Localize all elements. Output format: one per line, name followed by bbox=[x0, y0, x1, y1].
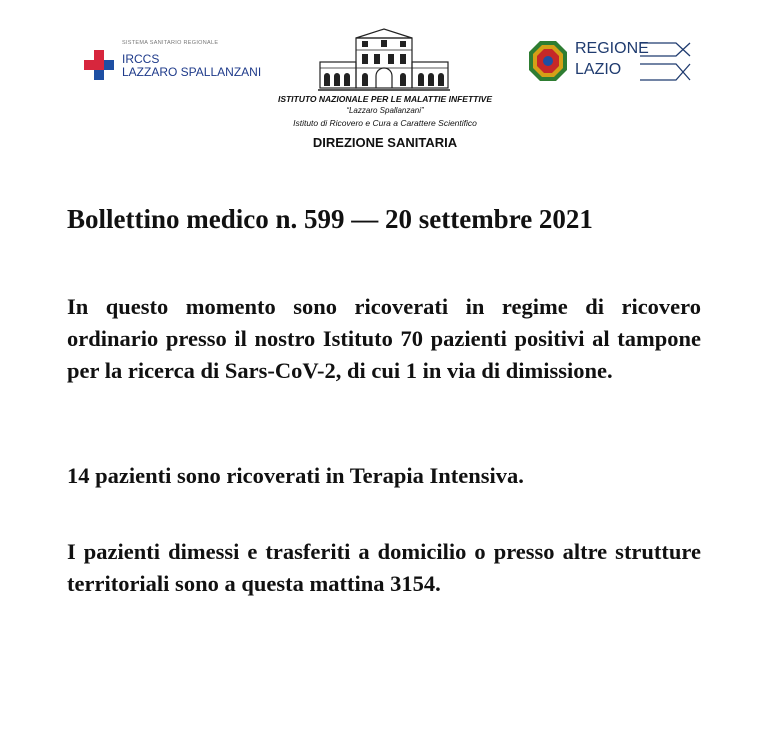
institute-name: ISTITUTO NAZIONALE PER LE MALATTIE INFETTIVE bbox=[277, 94, 493, 104]
logo-line-irccs: IRCCS bbox=[122, 52, 160, 66]
lazio-text: LAZIO bbox=[575, 61, 622, 78]
bulletin-title: Bollettino medico n. 599 — 20 settembre 2021 bbox=[67, 204, 593, 234]
spallanzani-logo bbox=[84, 40, 274, 84]
regione-lazio-logo bbox=[528, 40, 693, 84]
department-title: DIREZIONE SANITARIA bbox=[312, 135, 458, 150]
paragraph-intensive-care: 14 pazienti sono ricoverati in Terapia Intensiva. bbox=[67, 463, 524, 488]
building-facade-icon bbox=[318, 28, 450, 92]
regione-lazio-emblem-icon bbox=[528, 40, 568, 82]
institute-eponym: “Lazzaro Spallanzani” bbox=[346, 106, 424, 115]
red-blue-cross-icon bbox=[84, 50, 114, 80]
logo-small-text: SISTEMA SANITARIO REGIONALE bbox=[122, 40, 219, 46]
chevron-lines-icon bbox=[640, 42, 692, 82]
logo-line-name: LAZZARO SPALLANZANI bbox=[122, 65, 262, 79]
paragraph-discharged: I pazienti dimessi e trasferiti a domicilio o presso altre strutture territoriali sono a questa mattina 3154. bbox=[67, 539, 701, 596]
institute-subtitle: Istituto di Ricovero e Cura a Carattere Scientifico bbox=[293, 118, 477, 128]
paragraph-admissions: In questo momento sono ricoverati in regime di ricovero ordinario presso il nostro Istituto 70 pazienti positivi al tampone per la ricerca di Sars-CoV-2, di cui 1 in via di dimissione. bbox=[67, 294, 701, 383]
regione-text: REGIONE bbox=[575, 40, 649, 57]
